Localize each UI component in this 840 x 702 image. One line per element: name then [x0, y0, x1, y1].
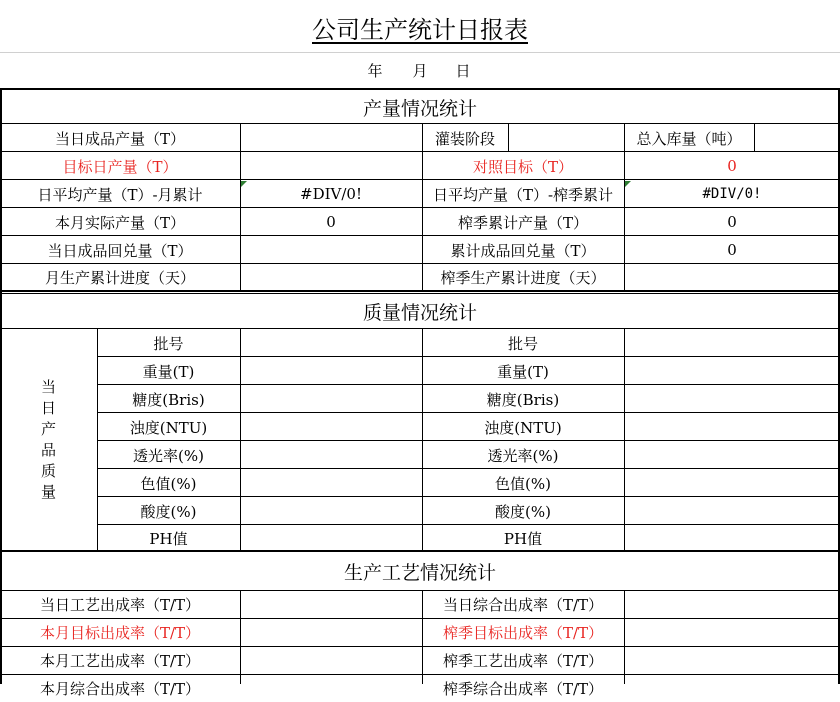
grid-line — [624, 328, 625, 551]
process-right-label: 当日综合出成率（T/T） — [442, 595, 604, 614]
grid-line — [0, 52, 840, 53]
process-left-label: 本月工艺出成率（T/T） — [39, 651, 201, 670]
side-char: 当 — [40, 378, 56, 396]
month-progress-value[interactable] — [240, 264, 422, 291]
quality-right-label: PH值 — [503, 529, 543, 548]
month-actual-output-label: 本月实际产量（T） — [54, 213, 185, 232]
grid-line — [0, 550, 840, 552]
filling-stage-label: 灌装阶段 — [434, 129, 495, 148]
grid-line — [97, 356, 840, 357]
side-char: 日 — [40, 399, 56, 417]
side-char: 产 — [40, 420, 56, 438]
report-title: 公司生产统计日报表 — [312, 15, 528, 44]
month-actual-output-value[interactable]: 0 — [326, 213, 336, 231]
grid-line — [0, 88, 840, 90]
grid-line — [508, 123, 509, 151]
grid-line — [97, 384, 840, 385]
grid-line — [97, 412, 840, 413]
grid-line — [97, 496, 840, 497]
grid-line — [0, 674, 840, 675]
grid-line — [624, 590, 625, 684]
grid-line — [0, 88, 2, 684]
grid-line — [0, 328, 840, 329]
quality-right-label: 酸度(%) — [495, 502, 551, 521]
quality-left-label: 浊度(NTU) — [129, 418, 208, 437]
grid-line — [240, 123, 241, 291]
target-daily-output-value[interactable] — [240, 152, 422, 180]
avg-daily-season-label: 日平均产量（T）-榨季累计 — [432, 185, 614, 204]
quality-section-title: 质量情况统计 — [362, 301, 477, 324]
quality-left-label: 批号 — [153, 334, 184, 353]
grid-line — [240, 590, 241, 684]
grid-line — [0, 123, 840, 124]
quality-side-label — [0, 329, 97, 551]
cum-blend-value[interactable]: 0 — [727, 241, 737, 259]
quality-left-label: 酸度(%) — [140, 502, 197, 521]
grid-line — [0, 646, 840, 647]
process-right-label: 榨季目标出成率（T/T） — [442, 623, 604, 642]
grid-line — [97, 524, 840, 525]
quality-left-label: 重量(T) — [142, 362, 195, 381]
grid-line — [97, 468, 840, 469]
grid-line — [0, 179, 840, 180]
process-left-label: 当日工艺出成率（T/T） — [39, 595, 201, 614]
quality-left-label: 色值(%) — [140, 474, 197, 493]
daily-blend-label: 当日成品回兑量（T） — [47, 241, 193, 260]
cum-blend-label: 累计成品回兑量（T） — [450, 241, 596, 260]
avg-daily-season-value[interactable]: #DIV/0! — [702, 186, 762, 202]
process-left-label: 本月综合出成率（T/T） — [39, 679, 201, 698]
season-cum-output-value[interactable]: 0 — [727, 213, 737, 231]
grid-line — [0, 151, 840, 152]
side-char: 质 — [40, 462, 56, 480]
side-char: 量 — [40, 483, 56, 501]
grid-line — [0, 618, 840, 619]
date-year-label: 年 — [367, 61, 383, 80]
grid-line — [422, 590, 423, 684]
quality-right-label: 批号 — [507, 334, 538, 353]
total-storage-label: 总入库量（吨） — [636, 129, 742, 148]
grid-line — [240, 328, 241, 551]
grid-line — [0, 207, 840, 208]
month-progress-label: 月生产累计进度（天） — [44, 269, 195, 287]
date-day-label: 日 — [455, 61, 471, 80]
quality-left-label: 透光率(%) — [133, 446, 204, 465]
daily-blend-value[interactable] — [240, 236, 422, 264]
production-section-title: 产量情况统计 — [362, 97, 477, 120]
avg-daily-month-value[interactable]: #DIV/0! — [300, 185, 362, 203]
avg-daily-month-label: 日平均产量（T）-月累计 — [37, 185, 203, 204]
grid-line — [0, 590, 840, 591]
grid-line — [0, 263, 840, 264]
daily-finished-output-value[interactable] — [240, 124, 422, 152]
process-right-label: 榨季综合出成率（T/T） — [442, 679, 604, 698]
process-left-label: 本月目标出成率（T/T） — [39, 623, 201, 642]
quality-right-label: 色值(%) — [495, 474, 551, 493]
quality-right-label: 重量(T) — [497, 362, 549, 381]
grid-line — [97, 440, 840, 441]
daily-finished-output-label: 当日成品产量（T） — [54, 129, 185, 148]
grid-line — [0, 293, 840, 294]
process-right-label: 榨季工艺出成率（T/T） — [442, 651, 604, 670]
quality-left-label: PH值 — [149, 529, 188, 548]
quality-right-label: 糖度(Bris) — [486, 390, 560, 409]
target-daily-output-label: 目标日产量（T） — [62, 157, 178, 176]
quality-right-label: 浊度(NTU) — [484, 418, 562, 437]
season-cum-output-label: 榨季累计产量（T） — [457, 213, 588, 232]
grid-line — [754, 123, 755, 151]
side-char: 品 — [40, 441, 56, 459]
grid-line — [0, 235, 840, 236]
grid-line — [422, 123, 423, 291]
compare-target-label: 对照目标（T） — [472, 157, 573, 176]
total-storage-value[interactable] — [754, 124, 840, 152]
date-month-label: 月 — [412, 61, 428, 80]
quality-right-label: 透光率(%) — [487, 446, 559, 465]
grid-line — [97, 328, 98, 551]
grid-line — [624, 123, 625, 291]
compare-target-value[interactable]: 0 — [727, 157, 737, 175]
filling-stage-value[interactable] — [508, 124, 624, 152]
quality-left-label: 糖度(Bris) — [132, 390, 205, 409]
grid-line — [0, 290, 840, 292]
grid-line — [422, 328, 423, 551]
process-section-title: 生产工艺情况统计 — [343, 561, 496, 584]
season-progress-label: 榨季生产累计进度（天） — [440, 269, 606, 287]
season-progress-value[interactable] — [624, 264, 840, 291]
